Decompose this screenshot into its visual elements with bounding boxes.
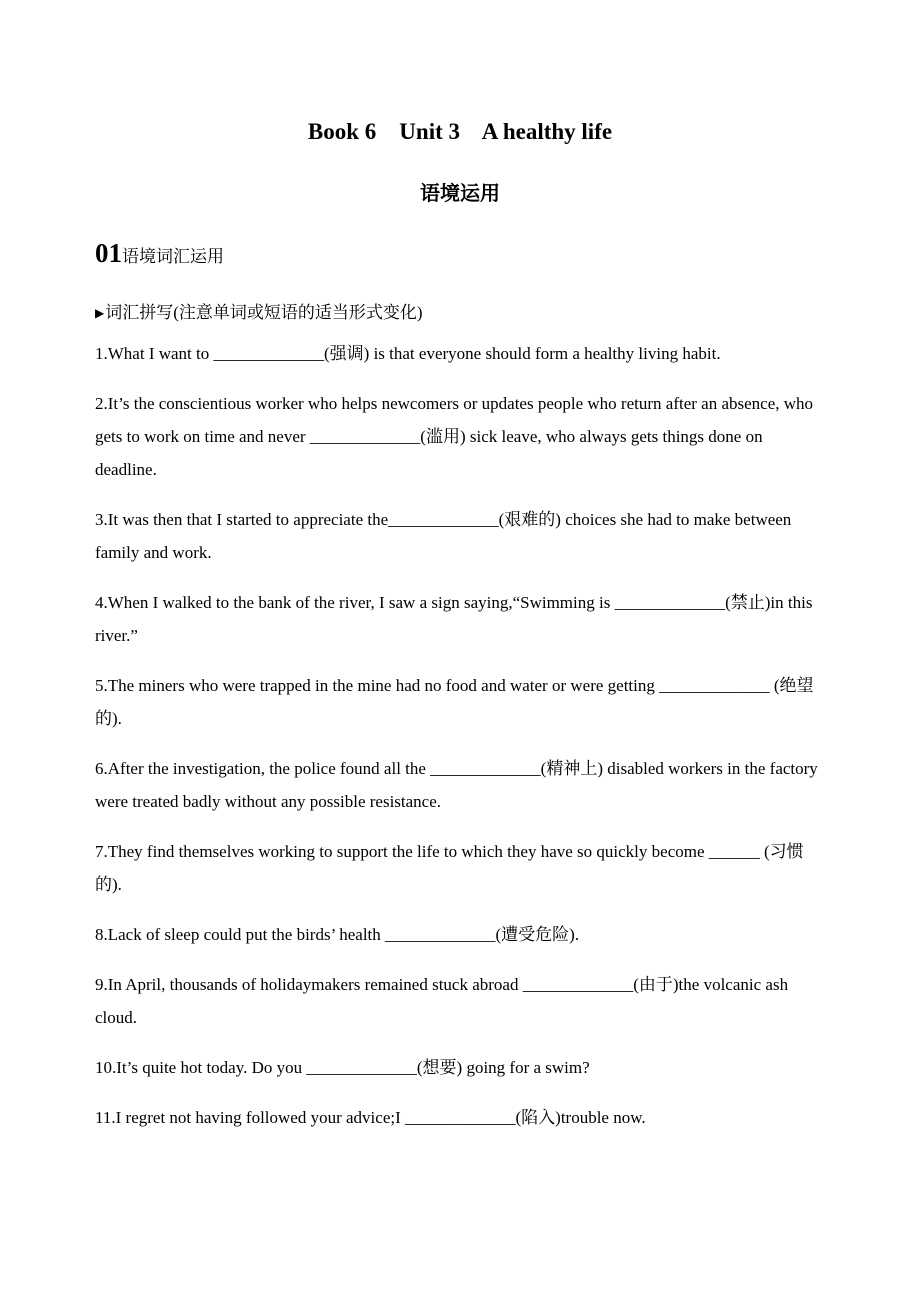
question-1: 1.What I want to _____________(强调) is that everyone should form a healthy living habit.: [95, 344, 721, 363]
section-header: [95, 238, 825, 272]
instruction-line: [95, 298, 825, 329]
question-list: [95, 337, 825, 1134]
question-9: 9.In April, thousands of holidaymakers remained stuck abroad _____________(由于)the volcanic ash cloud.: [95, 975, 789, 1027]
question-11: 11.I regret not having followed your advice;I _____________(陷入)trouble now.: [95, 1108, 646, 1127]
subtitle: 语境运用: [420, 183, 500, 205]
question-2: 2.It’s the conscientious worker who helps newcomers or updates people who return after an absence, who gets to work on time and never _____________(滥用) sick leave, who always gets things done on deadline.: [95, 394, 814, 479]
question-5: 5.The miners who were trapped in the mine had no food and water or were getting _____________ (绝望的).: [95, 676, 814, 728]
question-8: 8.Lack of sleep could put the birds’ health _____________(遭受危险).: [95, 925, 580, 944]
triangle-bullet-icon: ▶: [95, 306, 105, 320]
question-4: 4.When I walked to the bank of the river, I saw a sign saying,“Swimming is _____________(禁止)in this river.”: [95, 593, 813, 645]
question-6: 6.After the investigation, the police found all the _____________(精神上) disabled workers in the factory were treated badly without any possible resistance.: [95, 759, 818, 811]
question-10: 10.It’s quite hot today. Do you _____________(想要) going for a swim?: [95, 1058, 590, 1077]
question-3: 3.It was then that I started to appreciate the_____________(艰难的) choices she had to make between family and work.: [95, 510, 792, 562]
page-title: Book 6 Unit 3 A healthy life: [307, 119, 613, 144]
question-7: 7.They find themselves working to support the life to which they have so quickly become ______ (习惯的).: [95, 842, 804, 894]
section-number: 01: [95, 238, 122, 268]
instruction-text: 词汇拼写(注意单词或短语的适当形式变化): [105, 303, 423, 322]
section-label: 语境词汇运用: [122, 247, 224, 266]
